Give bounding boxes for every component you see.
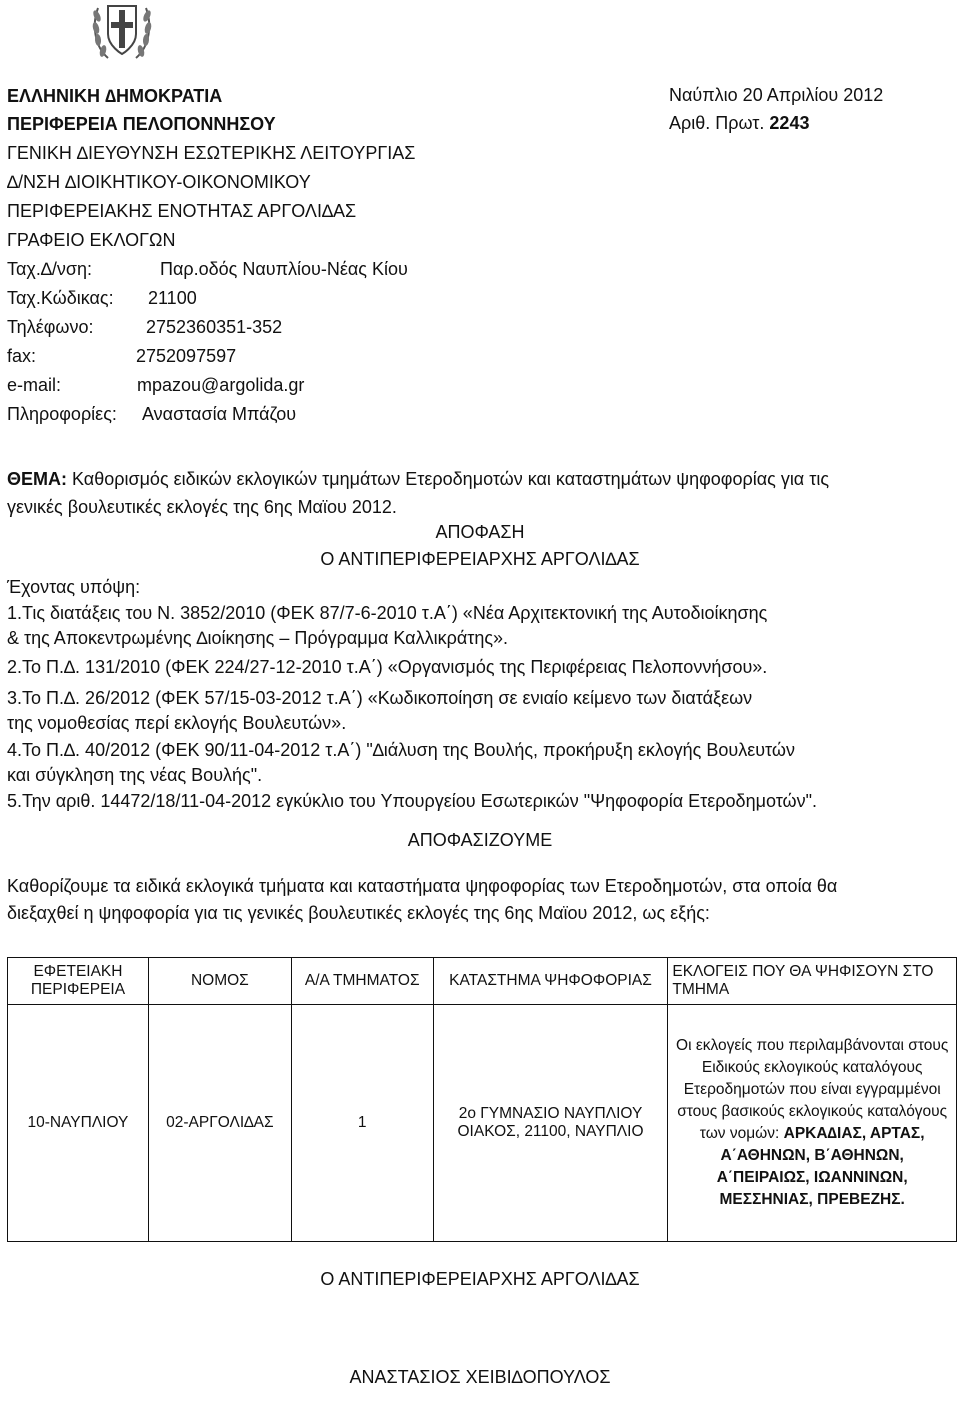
voters-rolls: ΑΡΚΑ∆ΙΑΣ, ΑΡΤΑΣ, Α΄ΑΘΗΝΩΝ, Β΄ΑΘΗΝΩΝ, Α΄ΠΕΙΡΑΙΩΣ, ΙΩΑΝΝΙΝΩΝ, ΜΕΣΣΗΝΙΑΣ, ΠΡΕΒΕΖΗΣ.: [716, 1125, 925, 1208]
issuer-line: ΠΕΡΙΦΕΡΕΙΑΚΗΣ ΕΝΟΤΗΤΑΣ ΑΡΓΟΛΙ∆ΑΣ: [7, 201, 357, 221]
voters-description: Οι εκλογείς που περιλαμβάνονται στους Ειδικούς εκλογικούς καταλόγους Ετεροδημοτών που είναι εγγραμμένοι στους βασικούς εκλογικούς καταλόγους των νομών:: [676, 1037, 949, 1142]
signature-title: Ο ΑΝΤΙΠΕΡΙΦΕΡΕΙΑΡΧΗΣ ΑΡΓΟΛΙ∆ΑΣ: [320, 1269, 640, 1289]
protocol-label: Αριθ. Πρωτ.: [669, 113, 765, 133]
postcode-label: Ταχ.Κώδικας:: [7, 288, 114, 308]
resolve-title: ΑΠΟΦΑΣΙΖΟΥΜΕ: [407, 830, 553, 850]
greek-state-emblem: [84, 0, 160, 64]
table-header-row: [8, 958, 957, 1005]
cell-prefecture: 02-ΑΡΓΟΛΙ∆ΑΣ: [148, 1005, 291, 1242]
phone-label: Τηλέφωνο:: [7, 317, 94, 337]
consideration-1: 1.Τις διατάξεις του Ν. 3852/2010 (ΦΕΚ 87/7-6-2010 τ.Α΄) «Νέα Αρχιτεκτονική της Αυτοδιοίκησης: [7, 603, 768, 623]
issuer-line: ΕΛΛΗΝΙΚΗ ∆ΗΜΟΚΡΑΤΙΑ: [7, 86, 223, 106]
info-contact-value: Αναστασία Μπάζου: [142, 404, 297, 424]
email-link[interactable]: mpazou@argolida.gr: [137, 375, 305, 395]
subject-text: Καθορισμός ειδικών εκλογικών τμημάτων Ετεροδημοτών και καταστημάτων ψηφοφορίας για τις: [67, 469, 830, 489]
issuer-line: ΓΡΑΦΕΙΟ ΕΚΛΟΓΩΝ: [7, 230, 176, 250]
consideration-4-cont: και σύγκληση της νέας Βουλής".: [7, 765, 263, 785]
protocol-number-line: [669, 113, 809, 134]
col-header-region: ΕΦΕΤΕΙΑΚΗ ΠΕΡΙΦΕΡΕΙΑ: [8, 958, 149, 1005]
subject-line-1: [7, 469, 829, 490]
col-header-voters: ΕΚΛΟΓΕΙΣ ΠΟΥ ΘΑ ΨΗΦΙΣΟΥΝ ΣΤΟ ΤΜΗΜΑ: [668, 958, 957, 1005]
consideration-5: 5.Την αριθ. 14472/18/11-04-2012 εγκύκλιο του Υπουργείου Εσωτερικών "Ψηφοφορία Ετεροδημοτών".: [7, 791, 817, 811]
col-header-section-no: Α/Α ΤΜΗΜΑΤΟΣ: [291, 958, 433, 1005]
consideration-3-cont: της νομοθεσίας περί εκλογής Βουλευτών».: [7, 713, 347, 733]
postcode-value: 21100: [148, 288, 197, 308]
fax-label: fax:: [7, 346, 37, 366]
subject-line-2: γενικές βουλευτικές εκλογές της 6ης Μαϊου 2012.: [7, 497, 397, 517]
cell-polling-station: [433, 1005, 668, 1242]
address-label: Ταχ.∆/νση:: [7, 259, 93, 279]
consideration-1-cont: & της Αποκεντρωμένης ∆ιοίκησης – Πρόγραμμα Καλλικράτης».: [7, 628, 509, 648]
consideration-4: 4.Το Π.∆. 40/2012 (ΦΕΚ 90/11-04-2012 τ.Α΄) "∆ιάλυση της Βουλής, προκήρυξη εκλογής Βουλευτών: [7, 740, 795, 760]
col-header-polling-station: ΚΑΤΑΣΤΗΜΑ ΨΗΦΟΦΟΡΙΑΣ: [433, 958, 668, 1005]
issuer-line: ΠΕΡΙΦΕΡΕΙΑ ΠΕΛΟΠΟΝΝΗΣΟΥ: [7, 114, 276, 134]
address-value: Παρ.οδός Ναυπλίου-Νέας Κίου: [160, 259, 408, 279]
cell-region: 10-ΝΑΥΠΛΙΟΥ: [8, 1005, 149, 1242]
consideration-3: 3.Το Π.∆. 26/2012 (ΦΕΚ 57/15-03-2012 τ.Α΄) «Κωδικοποίηση σε ενιαίο κείμενο των διατάξεων: [7, 688, 753, 708]
info-contact-label: Πληροφορίες:: [7, 404, 117, 424]
polling-station-name: 2ο ΓΥΜΝΑΣΙΟ ΝΑΥΠΛΙΟΥ: [458, 1105, 643, 1122]
protocol-number: 2243: [769, 113, 810, 133]
resolve-text-line-1: Καθορίζουμε τα ειδικά εκλογικά τμήματα και καταστήματα ψηφοφορίας των Ετεροδημοτών, στα οποία θα: [7, 876, 838, 896]
decision-authority: Ο ΑΝΤΙΠΕΡΙΦΕΡΕΙΑΡΧΗΣ ΑΡΓΟΛΙ∆ΑΣ: [320, 549, 640, 569]
consideration-2: 2.Το Π.∆. 131/2010 (ΦΕΚ 224/27-12-2010 τ.Α΄) «Οργανισμός της Περιφέρειας Πελοποννήσου».: [7, 657, 768, 677]
col-header-prefecture: ΝΟΜΟΣ: [148, 958, 291, 1005]
place-date: Ναύπλιο 20 Απριλίου 2012: [669, 85, 884, 105]
sections-table: [7, 957, 957, 1242]
signature-name: ΑΝΑΣΤΑΣΙΟΣ ΧΕΙΒΙ∆ΟΠΟΥΛΟΣ: [349, 1367, 611, 1387]
issuer-line: ΓΕΝΙΚΗ ∆ΙΕΥΘΥΝΣΗ ΕΣΩΤΕΡΙΚΗΣ ΛΕΙΤΟΥΡΓΙΑΣ: [7, 143, 416, 163]
fax-value: 2752097597: [136, 346, 237, 366]
issuer-line: ∆/ΝΣΗ ∆ΙΟΙΚΗΤΙΚΟΥ-ΟΙΚΟΝΟΜΙΚΟΥ: [7, 172, 311, 192]
subject-label: ΘΕΜΑ:: [7, 469, 67, 489]
email-label: e-mail:: [7, 375, 62, 395]
polling-station-address: ΟΙΑΚΟΣ, 21100, ΝΑΥΠΛΙΟ: [457, 1123, 644, 1140]
cell-voters: [668, 1005, 957, 1242]
table-row: [8, 1005, 957, 1242]
considering-label: Έχοντας υπόψη:: [7, 577, 141, 597]
cell-section-no: 1: [291, 1005, 433, 1242]
decision-title: ΑΠΟΦΑΣΗ: [435, 522, 525, 542]
resolve-text-line-2: διεξαχθεί η ψηφοφορία για τις γενικές βουλευτικές εκλογές της 6ης Μαϊου 2012, ως εξής:: [7, 903, 710, 923]
phone-value: 2752360351-352: [146, 317, 283, 337]
